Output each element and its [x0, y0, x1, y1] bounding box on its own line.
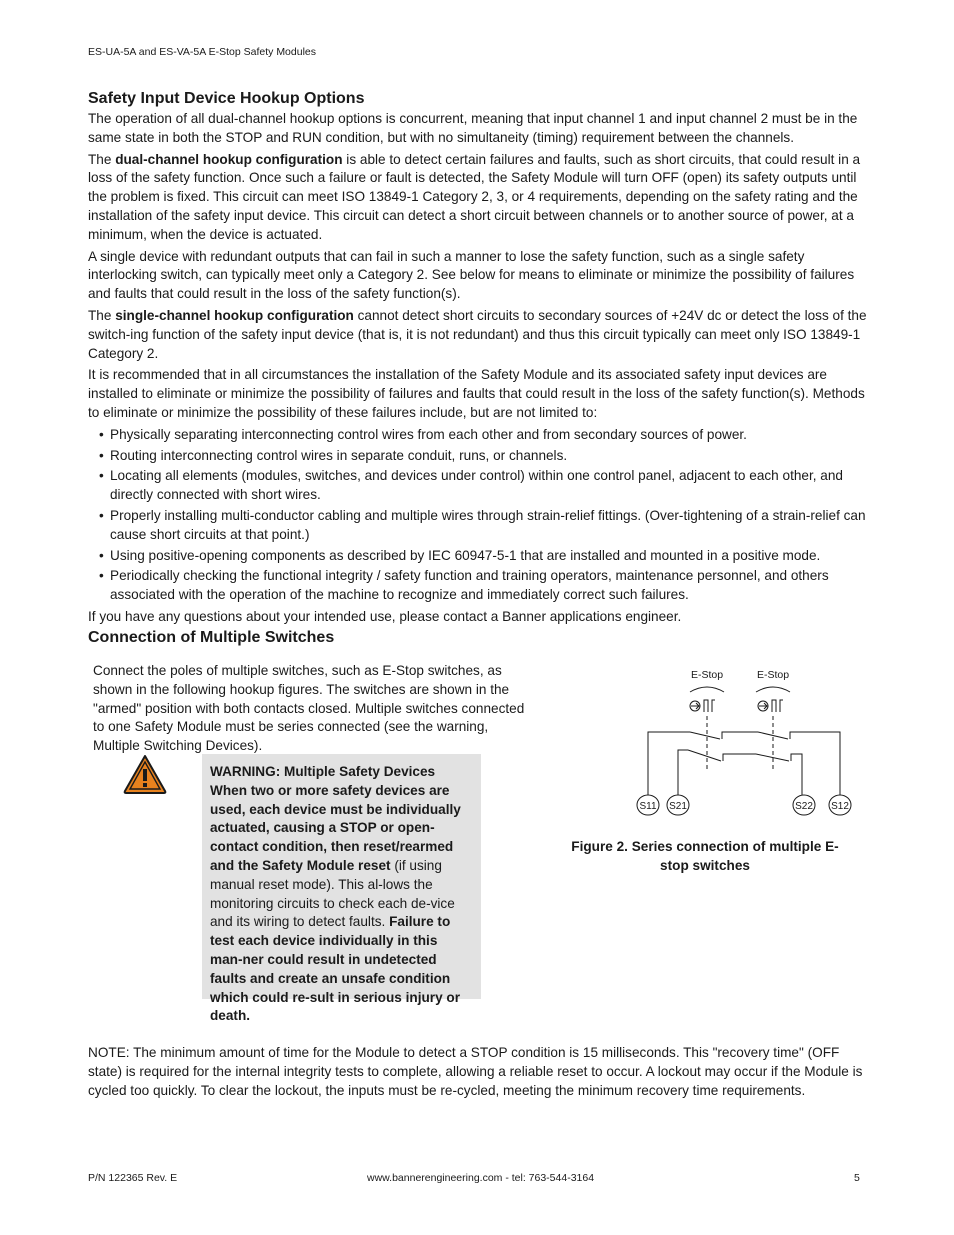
- svg-text:S11: S11: [639, 801, 657, 812]
- svg-text:S21: S21: [669, 801, 687, 812]
- warning-title: WARNING: Multiple Safety Devices: [210, 764, 436, 779]
- list-item: • Physically separating interconnecting control wires from each other and from secondary sources of power.: [88, 426, 868, 445]
- bullet-list: [88, 426, 868, 605]
- list-item: • Using positive-opening components as described by IEC 60947-5-1 that are installed and mounted in a positive mode.: [88, 547, 868, 566]
- series-estop-diagram: [630, 664, 860, 824]
- list-item: • Periodically checking the functional integrity / safety function and training operators, maintenance personnel, and others associated with the operation of the machine to recognize and immediately correct such failures.: [88, 567, 868, 605]
- note-paragraph: NOTE: The minimum amount of time for the Module to detect a STOP condition is 15 milliseconds. This "recovery time" (OFF state) is required for the internal integrity tests to complete, allowing a reliable reset to occur. A lockout may occur if the Module is cycled too quickly. To clear the lockout, the inputs must be re-cycled, meeting the minimum recovery time requirements.: [88, 1045, 863, 1098]
- list-item: • Properly installing multi-conductor cabling and multiple wires through strain-relief fittings. (Over-tightening of a strain-relief can cause short circuits at that point.): [88, 507, 868, 545]
- footer-part-number: P/N 122365 Rev. E: [88, 1172, 178, 1184]
- terminal-s11: [637, 795, 659, 815]
- section-title-multiple-switches: Connection of Multiple Switches: [88, 629, 335, 646]
- warning-box: [202, 754, 481, 1024]
- multiple-switches-intro: Connect the poles of multiple switches, such as E-Stop switches, as shown in the following hookup figures. The switches are shown in the "armed" position with both contacts closed. Multiple switches connected to one Safety Module must be series connected (see the warning, Multiple Switching Devices).: [93, 663, 525, 754]
- figure-caption: Figure 2. Series connection of multiple E-stop switches: [571, 839, 839, 873]
- page-number: 5: [854, 1172, 860, 1184]
- wiring: [648, 732, 840, 795]
- list-item: • Routing interconnecting control wires in separate conduit, runs, or channels.: [88, 447, 868, 466]
- section-safety-input-body: [88, 110, 868, 630]
- warning-triangle-icon: [123, 754, 167, 794]
- warning-body: When two or more safety devices are used, each device must be individually actuated, causing a STOP or open-contact condition, then reset/rearmed and the Safety Module reset (if using manual reset mode). This al-lows the monitoring circuits to check each de-vice and its wiring to detect faults. Failure to test each device individually in this man-ner could result in undetected faults and create an unsafe condition which could re-sult in serious injury or death.: [210, 782, 461, 1024]
- paragraph: It is recommended that in all circumstances the installation of the Safety Module and its associated safety input devices are installed to eliminate or minimize the possibility of failures and faults that could result in the loss of the safety function(s). Methods to eliminate or minimize the possibility of these failures include, but are not limited to:: [88, 367, 865, 420]
- terminal-s12: [829, 795, 851, 815]
- paragraph: If you have any questions about your intended use, please contact a Banner applications engineer.: [88, 608, 682, 624]
- list-item: • Locating all elements (modules, switches, and devices under control) within one control panel, adjacent to each other, and directly connected with short wires.: [88, 467, 868, 505]
- svg-text:S12: S12: [831, 801, 849, 812]
- running-header: ES-UA-5A and ES-VA-5A E-Stop Safety Modules: [88, 46, 317, 58]
- estop-label-1: E-Stop: [690, 669, 724, 681]
- paragraph: The single-channel hookup configuration cannot detect short circuits to secondary sources of +24V dc or detect the loss of the switch-ing function of the safety input device (that is, it is not redundant) and thus this circuit typically can meet only ISO 13849-1 Category 2.: [88, 307, 867, 361]
- estop-button-1: [690, 687, 724, 712]
- mechanical-link: [707, 716, 773, 772]
- estop-label-2: E-Stop: [756, 669, 790, 681]
- terminal-s21: [667, 795, 689, 815]
- paragraph: The operation of all dual-channel hookup options is concurrent, meaning that input channel 1 and input channel 2 must be in the same state in both the STOP and RUN condition, but with no simultaneity (timing) requirement between the channels.: [88, 111, 858, 145]
- estop-button-2: [756, 687, 790, 712]
- svg-text:S22: S22: [795, 801, 813, 812]
- paragraph: A single device with redundant outputs that can fail in such a manner to lose the safety function, such as a single safety interlocking switch, can typically meet only a Category 2. See below for means to eliminate or minimize the possibility of failures and faults that could result in the loss of the safety function(s).: [88, 248, 855, 302]
- footer-contact: www.bannerengineering.com - tel: 763-544-3164: [367, 1172, 595, 1184]
- terminal-s22: [793, 795, 815, 815]
- section-title-safety-input: Safety Input Device Hookup Options: [88, 90, 365, 107]
- paragraph: The dual-channel hookup configuration is able to detect certain failures and faults, such as short circuits, that could result in a loss of the safety function. Once such a failure or fault is detected, the Safety Module will turn OFF (open) its safety outputs until the problem is fixed. This circuit can meet ISO 13849-1 Category 2, 3, or 4 requirements, depending on the safety rating and the installation of the safety input device. This circuit can detect a short circuit between channels or to another source of power, at a minimum, when the device is actuated.: [88, 151, 861, 242]
- bold-term: single-channel hookup configuration: [115, 307, 354, 323]
- bold-term: dual-channel hookup configuration: [115, 151, 343, 167]
